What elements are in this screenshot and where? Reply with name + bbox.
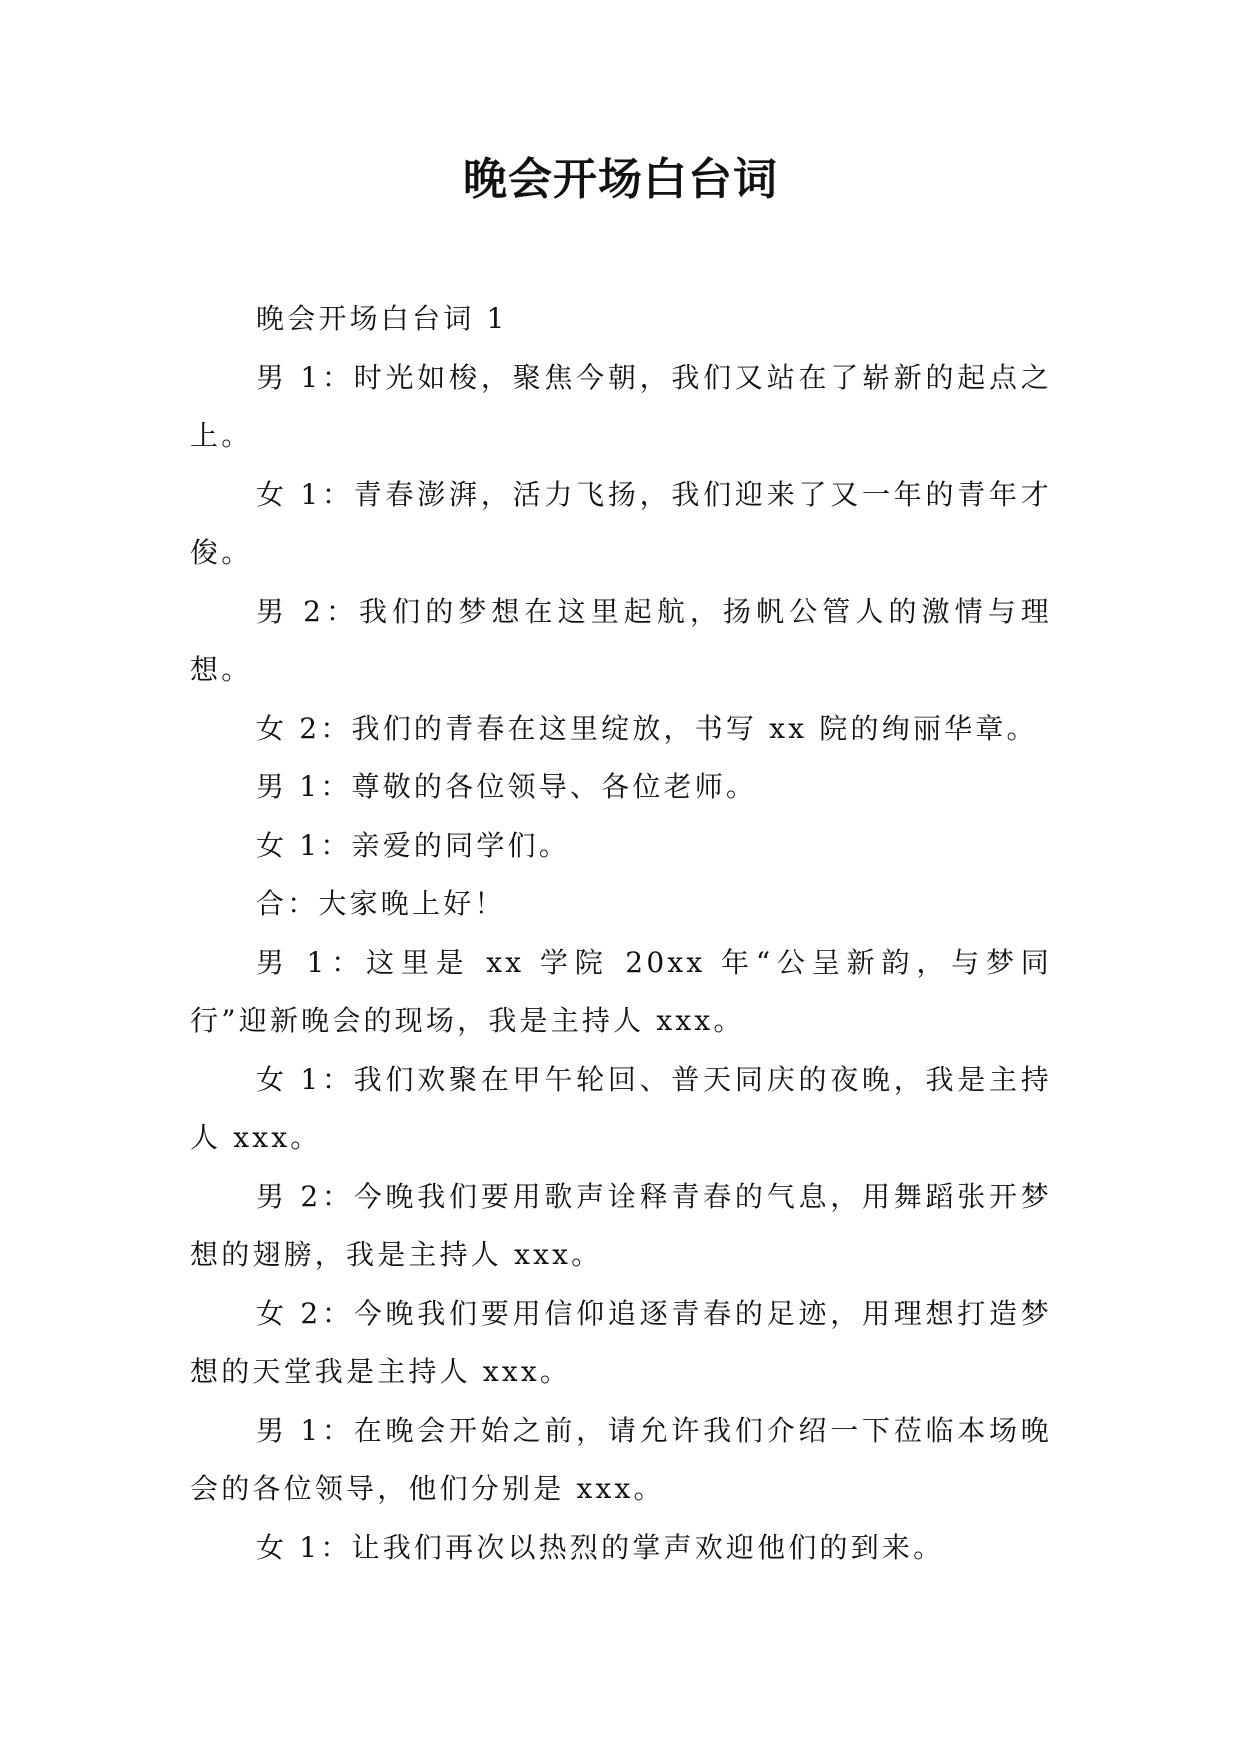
dialogue-line: 合：大家晚上好！	[256, 887, 506, 920]
dialogue-line: 男 1：这里是 xx 学院 20xx 年“公呈新韵，与梦同行”迎新晚会的现场，我是主持人 xxx。	[190, 945, 1052, 1037]
dialogue-line: 男 1：时光如梭，聚焦今朝，我们又站在了崭新的起点之上。	[190, 360, 1052, 452]
section-heading: 晚会开场白台词 1	[256, 302, 508, 335]
document-body	[190, 290, 1052, 1577]
dialogue-line: 女 1：亲爱的同学们。	[256, 828, 570, 862]
dialogue-line: 女 1：青春澎湃，活力飞扬，我们迎来了又一年的青年才俊。	[190, 477, 1052, 569]
dialogue-line: 男 2：今晚我们要用歌声诠释青春的气息，用舞蹈张开梦想的翅膀，我是主持人 xxx。	[190, 1179, 1052, 1271]
dialogue-line: 男 1：尊敬的各位领导、各位老师。	[256, 770, 758, 803]
dialogue-line: 女 1：我们欢聚在甲午轮回、普天同庆的夜晚，我是主持人 xxx。	[190, 1062, 1052, 1154]
dialogue-line: 女 2：今晚我们要用信仰追逐青春的足迹，用理想打造梦想的天堂我是主持人 xxx。	[190, 1296, 1052, 1388]
dialogue-line: 男 2：我们的梦想在这里起航，扬帆公管人的激情与理想。	[190, 594, 1052, 686]
dialogue-line: 男 1：在晚会开始之前，请允许我们介绍一下莅临本场晚会的各位领导，他们分别是 xxx。	[190, 1413, 1052, 1505]
dialogue-line: 女 2：我们的青春在这里绽放，书写 xx 院的绚丽华章。	[256, 711, 1038, 745]
dialogue-line: 女 1：让我们再次以热烈的掌声欢迎他们的到来。	[256, 1530, 945, 1564]
document-title: 晚会开场白台词	[463, 154, 778, 205]
